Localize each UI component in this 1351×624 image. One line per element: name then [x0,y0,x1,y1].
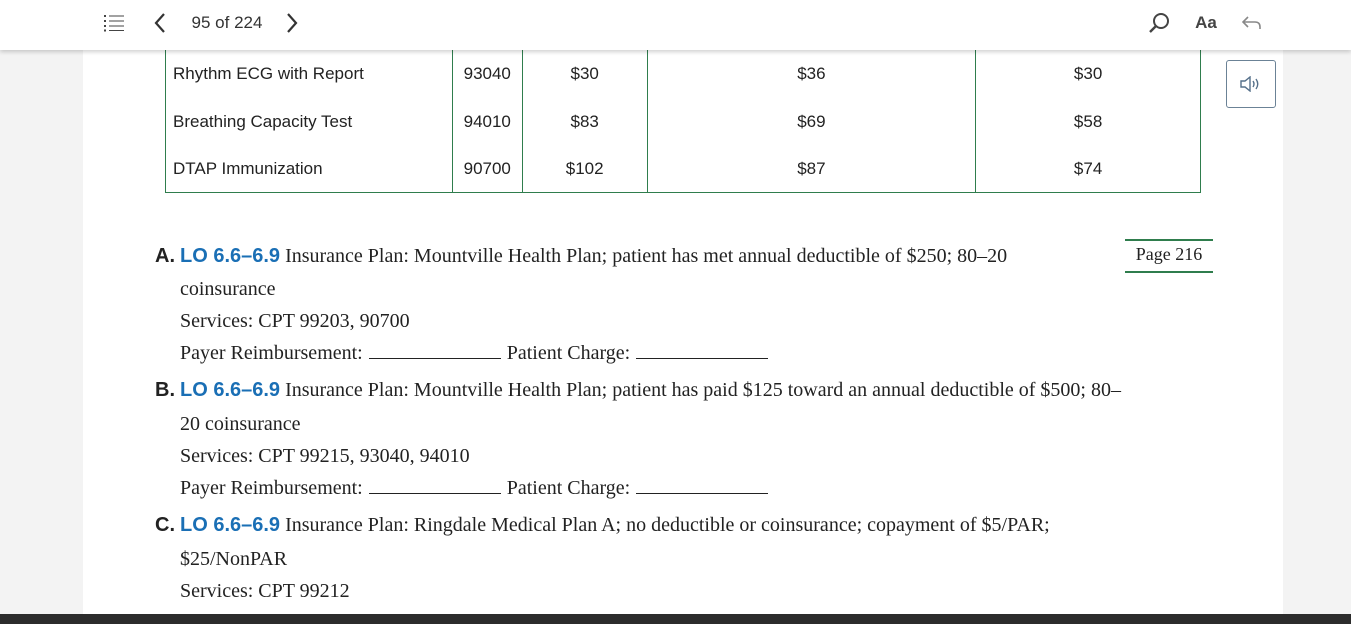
page-number-marker: Page 216 [1125,239,1213,273]
cpt-cell: 94010 [452,98,522,145]
fee-cell: $87 [647,145,976,193]
plan-text-continued: $25/NonPAR [180,548,288,570]
back-arrow-icon[interactable] [1240,0,1264,46]
services-text: Services: CPT 99215, 93040, 94010 [180,445,470,467]
patient-charge-label: Patient Charge: [506,477,631,499]
plan-text-continued: coinsurance [180,278,276,300]
fee-cell: $30 [976,50,1201,98]
fee-cell: $83 [522,98,647,145]
cpt-cell: 93040 [452,50,522,98]
exercise-letter: C. [155,514,175,536]
learning-objective-link[interactable]: LO 6.6–6.9 [180,514,281,536]
fee-cell: $74 [976,145,1201,193]
audio-button[interactable] [1226,60,1276,108]
fee-cell: $30 [522,50,647,98]
speaker-icon [1240,76,1262,92]
exercise-b-header [155,379,1121,402]
reimbursement-line [180,342,774,365]
search-icon[interactable] [1145,0,1173,46]
book-page [83,50,1283,624]
plan-text: Insurance Plan: Ringdale Medical Plan A; no deductible or coinsurance; copayment of $5/PAR; [285,514,1050,536]
service-cell: Breathing Capacity Test [173,111,353,131]
fee-cell: $102 [522,145,647,193]
exercise-c-header [155,514,1050,537]
services-text: Services: CPT 99203, 90700 [180,310,410,332]
page-counter: 95 of 224 [191,13,263,32]
reader-toolbar [0,0,1351,50]
taskbar-strip [0,614,1351,624]
font-settings-button[interactable]: Aa [1195,13,1217,32]
answer-blank [369,477,501,494]
fee-schedule-table [165,50,1201,193]
service-cell: Rhythm ECG with Report [173,64,364,83]
services-text: Services: CPT 99212 [180,580,350,602]
payer-reimbursement-label: Payer Reimbursement: [180,477,363,499]
table-row [166,98,1201,145]
payer-reimbursement-label: Payer Reimbursement: [180,342,363,364]
fee-cell: $36 [647,50,976,98]
service-cell: DTAP Immunization [173,158,323,178]
table-row [166,50,1201,98]
exercise-letter: A. [155,245,175,267]
reimbursement-line [180,477,774,500]
exercise-a-header [155,245,1007,268]
answer-blank [369,342,501,359]
table-row [166,145,1201,193]
plan-text: Insurance Plan: Mountville Health Plan; patient has paid $125 toward an annual deductible of $500; 80– [285,379,1121,401]
fee-cell: $58 [976,98,1201,145]
learning-objective-link[interactable]: LO 6.6–6.9 [180,245,281,267]
toc-icon[interactable] [100,0,128,46]
plan-text: Insurance Plan: Mountville Health Plan; patient has met annual deductible of $250; 80–20 [285,245,1008,267]
chevron-left-icon[interactable] [148,0,172,46]
fee-cell: $69 [647,98,976,145]
learning-objective-link[interactable]: LO 6.6–6.9 [180,379,281,401]
exercise-letter: B. [155,379,175,401]
chevron-right-icon[interactable] [280,0,304,46]
cpt-cell: 90700 [452,145,522,193]
answer-blank [636,342,768,359]
plan-text-continued: 20 coinsurance [180,413,301,435]
answer-blank [636,477,768,494]
patient-charge-label: Patient Charge: [506,342,631,364]
